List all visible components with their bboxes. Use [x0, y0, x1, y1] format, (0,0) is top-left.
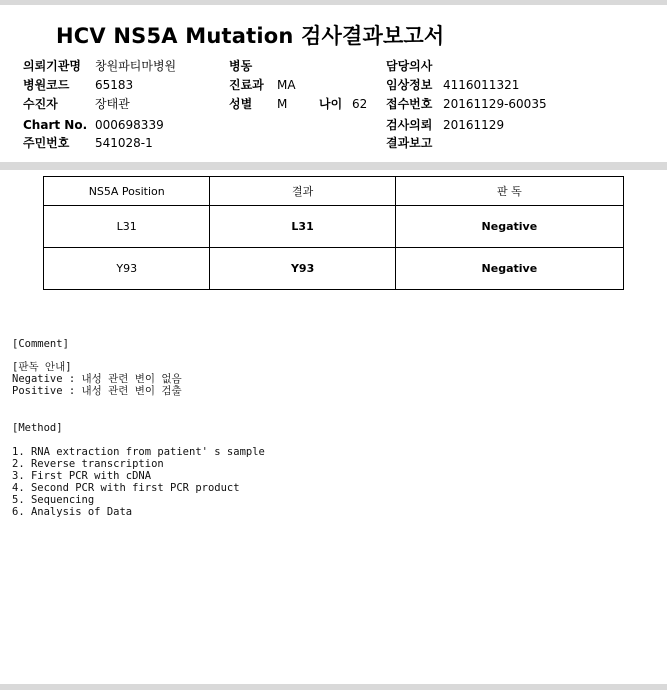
- bottom-border: [0, 684, 667, 690]
- hospital-code-value: 65183: [95, 78, 134, 92]
- dept-value: MA: [277, 78, 296, 92]
- clinical-value: 4116011321: [443, 78, 520, 92]
- age-label: 나이: [319, 97, 343, 111]
- receipt-row: [386, 97, 547, 111]
- resident-value: 541028-1: [95, 136, 153, 150]
- chart-value: 000698339: [95, 118, 164, 132]
- age-row: [319, 97, 368, 111]
- cell-reading: Negative: [395, 248, 623, 290]
- institution-label: 의뢰기관명: [23, 59, 81, 73]
- cell-position: Y93: [44, 248, 210, 290]
- method-step: 1. RNA extraction from patient' s sample: [12, 446, 265, 458]
- sex-row: [229, 97, 288, 111]
- results-table: [43, 176, 624, 290]
- chart-row: [23, 118, 164, 132]
- doctor-row: [386, 59, 432, 73]
- request-label: 검사의뢰: [386, 118, 433, 132]
- clinical-row: [386, 78, 520, 92]
- header-reading: 판 독: [395, 177, 623, 206]
- hospital-code-label: 병원코드: [23, 78, 70, 92]
- header-position: NS5A Position: [44, 177, 210, 206]
- dept-label: 진료과: [229, 78, 264, 92]
- cell-result: L31: [210, 206, 395, 248]
- guide-line: Positive : 내성 관련 변이 검출: [12, 385, 182, 397]
- guide-heading: [판독 안내]: [12, 361, 72, 373]
- method-step: 6. Analysis of Data: [12, 506, 133, 518]
- resident-label: 주민번호: [23, 136, 70, 150]
- institution-value: 창원파티마병원: [95, 59, 177, 73]
- cell-result: Y93: [210, 248, 395, 290]
- receipt-label: 접수번호: [386, 97, 433, 111]
- ward-row: [229, 59, 252, 73]
- request-value: 20161129: [443, 118, 505, 132]
- header-result: 결과: [210, 177, 395, 206]
- request-row: [386, 118, 505, 132]
- dept-row: [229, 78, 296, 92]
- table-row: [44, 248, 624, 290]
- method-step: 2. Reverse transcription: [12, 458, 164, 470]
- report-row: [386, 136, 432, 150]
- cell-reading: Negative: [395, 206, 623, 248]
- method-step: 3. First PCR with cDNA: [12, 470, 152, 482]
- clinical-label: 임상정보: [386, 78, 433, 92]
- table-header-row: [44, 177, 624, 206]
- guide-line: Negative : 내성 관련 변이 없음: [12, 373, 182, 385]
- ward-label: 병동: [229, 59, 253, 73]
- age-value: 62: [352, 97, 368, 111]
- examiner-label: 수진자: [23, 97, 58, 111]
- method-step: 4. Second PCR with first PCR product: [12, 482, 240, 494]
- examiner-value: 장태관: [95, 97, 130, 111]
- hospital-code-row: [23, 78, 134, 92]
- report-title: HCV NS5A Mutation 검사결과보고서: [56, 24, 445, 48]
- doctor-label: 담당의사: [386, 59, 433, 73]
- receipt-value: 20161129-60035: [443, 97, 547, 111]
- sex-label: 성별: [229, 97, 253, 111]
- header-separator: [0, 162, 667, 170]
- report-label: 결과보고: [386, 136, 433, 150]
- examiner-row: [23, 97, 130, 111]
- institution-row: [23, 59, 177, 73]
- method-step: 5. Sequencing: [12, 494, 95, 506]
- method-heading: [Method]: [12, 422, 63, 434]
- table-row: [44, 206, 624, 248]
- comment-heading: [Comment]: [12, 338, 69, 350]
- sex-value: M: [277, 97, 288, 111]
- cell-position: L31: [44, 206, 210, 248]
- resident-row: [23, 136, 153, 150]
- chart-label: Chart No.: [23, 118, 88, 132]
